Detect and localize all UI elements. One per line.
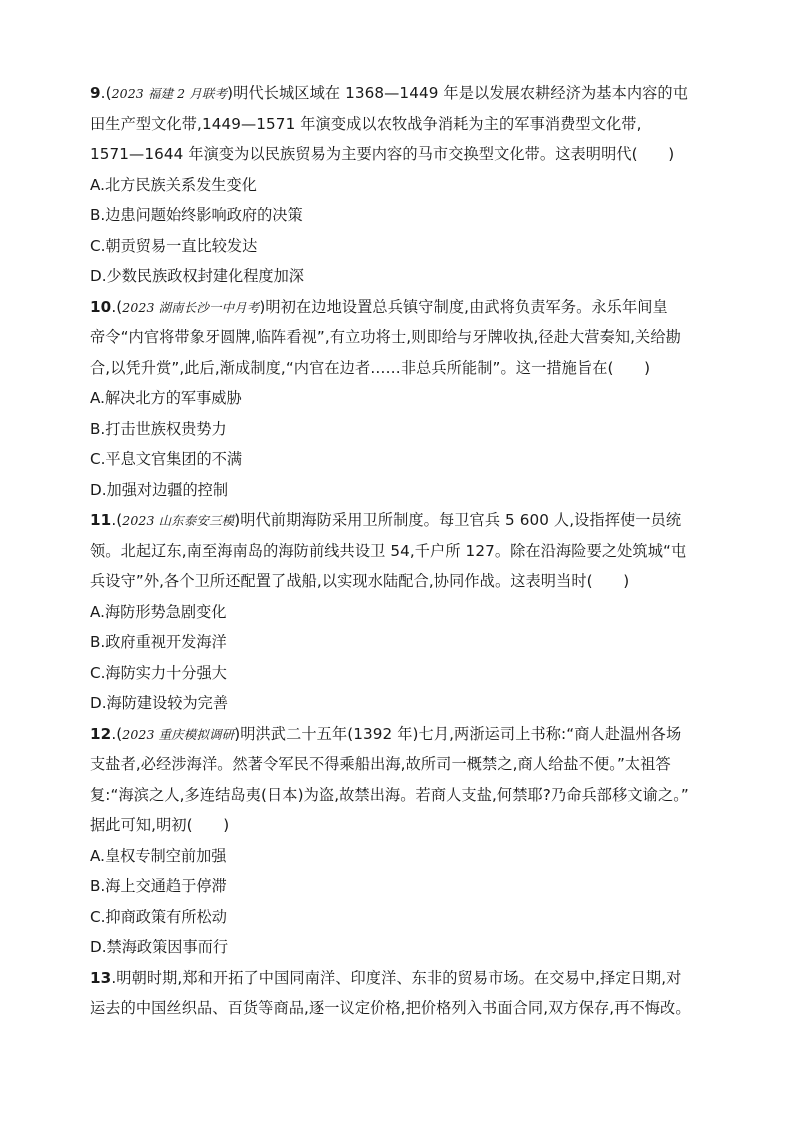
question-line: 合,以凭升赏”,此后,渐成制度,“内官在边者……非总兵所能制”。这一措施旨在( ) bbox=[90, 358, 651, 377]
option-b[interactable]: B.政府重视开发海洋 bbox=[90, 633, 227, 651]
question-9 bbox=[90, 78, 712, 292]
option-b[interactable]: B.边患问题始终影响政府的决策 bbox=[90, 206, 303, 224]
question-number: 13 bbox=[90, 968, 112, 987]
question-line bbox=[90, 292, 712, 323]
source-open: .( bbox=[111, 297, 123, 316]
question-line: 领。北起辽东,南至海南岛的海防前线共设卫 54,千户所 127。除在沿海险要之处筑城“屯 bbox=[90, 541, 687, 560]
question-line: 据此可知,明初( ) bbox=[90, 816, 230, 834]
question-13 bbox=[90, 963, 712, 1024]
option-d[interactable]: D.禁海政策因事而行 bbox=[90, 938, 229, 956]
question-line: 复:“海滨之人,多连结岛夷(日本)为盗,故禁出海。若商人支盐,何禁耶?乃命兵部移文谕之。” bbox=[90, 785, 689, 804]
option-a[interactable]: A.解决北方的军事威胁 bbox=[90, 389, 242, 407]
option-a[interactable]: A.北方民族关系发生变化 bbox=[90, 175, 257, 194]
question-source: 2023 福建 2 月联考 bbox=[111, 86, 228, 101]
question-text: )明洪武二十五年(1392 年)七月,两浙运司上书称:“商人赴温州各场 bbox=[234, 724, 682, 743]
question-source: 2023 湖南长沙一中月考 bbox=[122, 299, 260, 315]
question-text: )明代长城区域在 1368—1449 年是以发展农耕经济为基本内容的屯 bbox=[227, 84, 689, 102]
question-text: )明初在边地设置总兵镇守制度,由武将负责军务。永乐年间皇 bbox=[259, 297, 668, 316]
option-c[interactable]: C.朝贡贸易一直比较发达 bbox=[90, 236, 258, 255]
question-number: 10 bbox=[90, 297, 112, 316]
option-d[interactable]: D.海防建设较为完善 bbox=[90, 694, 229, 712]
question-number: 11 bbox=[90, 511, 112, 529]
source-open: .( bbox=[111, 724, 123, 743]
question-line: 兵设守”外,各个卫所还配置了战船,以实现水陆配合,协同作战。这表明当时( ) bbox=[90, 572, 630, 590]
option-b[interactable]: B.海上交通趋于停滞 bbox=[90, 877, 227, 895]
question-source: 2023 重庆模拟调研 bbox=[122, 726, 235, 742]
question-number: 9 bbox=[90, 84, 101, 102]
question-10 bbox=[90, 292, 712, 506]
source-open: .( bbox=[111, 511, 123, 529]
option-d[interactable]: D.加强对边疆的控制 bbox=[90, 480, 229, 499]
question-page bbox=[90, 78, 712, 1024]
question-source: 2023 山东泰安三模 bbox=[122, 513, 235, 528]
question-line bbox=[90, 78, 712, 109]
number-dot: . bbox=[111, 968, 117, 987]
source-open: .( bbox=[100, 84, 112, 102]
question-number: 12 bbox=[90, 724, 112, 743]
option-a[interactable]: A.海防形势急剧变化 bbox=[90, 602, 227, 621]
option-d[interactable]: D.少数民族政权封建化程度加深 bbox=[90, 267, 304, 285]
option-c[interactable]: C.抑商政策有所松动 bbox=[90, 907, 227, 926]
question-line: 田生产型文化带,1449—1571 年演变成以农牧战争消耗为主的军事消费型文化带, bbox=[90, 114, 642, 133]
question-line: 支盐者,必经涉海洋。然著令军民不得乘船出海,故所司一概禁之,商人给盐不便。”太祖答 bbox=[90, 755, 671, 773]
question-line: 帝令“内官将带象牙圆牌,临阵看视”,有立功将士,则即给与牙牌收执,径赴大营奏知,关给勘 bbox=[90, 328, 681, 346]
option-b[interactable]: B.打击世族权贵势力 bbox=[90, 419, 227, 438]
question-line bbox=[90, 719, 712, 750]
question-text: 明朝时期,郑和开拓了中国同南洋、印度洋、东非的贸易市场。在交易中,择定日期,对 bbox=[116, 968, 682, 987]
option-c[interactable]: C.平息文官集团的不满 bbox=[90, 450, 243, 468]
question-line: 1571—1644 年演变为以民族贸易为主要内容的马市交换型文化带。这表明明代( ) bbox=[90, 145, 675, 163]
question-line bbox=[90, 963, 712, 994]
option-c[interactable]: C.海防实力十分强大 bbox=[90, 663, 227, 682]
option-a[interactable]: A.皇权专制空前加强 bbox=[90, 846, 227, 865]
question-11 bbox=[90, 505, 712, 719]
question-line: 运去的中国丝织品、百货等商品,逐一议定价格,把价格列入书面合同,双方保存,再不悔改。 bbox=[90, 999, 691, 1017]
question-line bbox=[90, 505, 712, 536]
question-text: )明代前期海防采用卫所制度。每卫官兵 5 600 人,设指挥使一员统 bbox=[234, 511, 682, 529]
question-12 bbox=[90, 719, 712, 963]
